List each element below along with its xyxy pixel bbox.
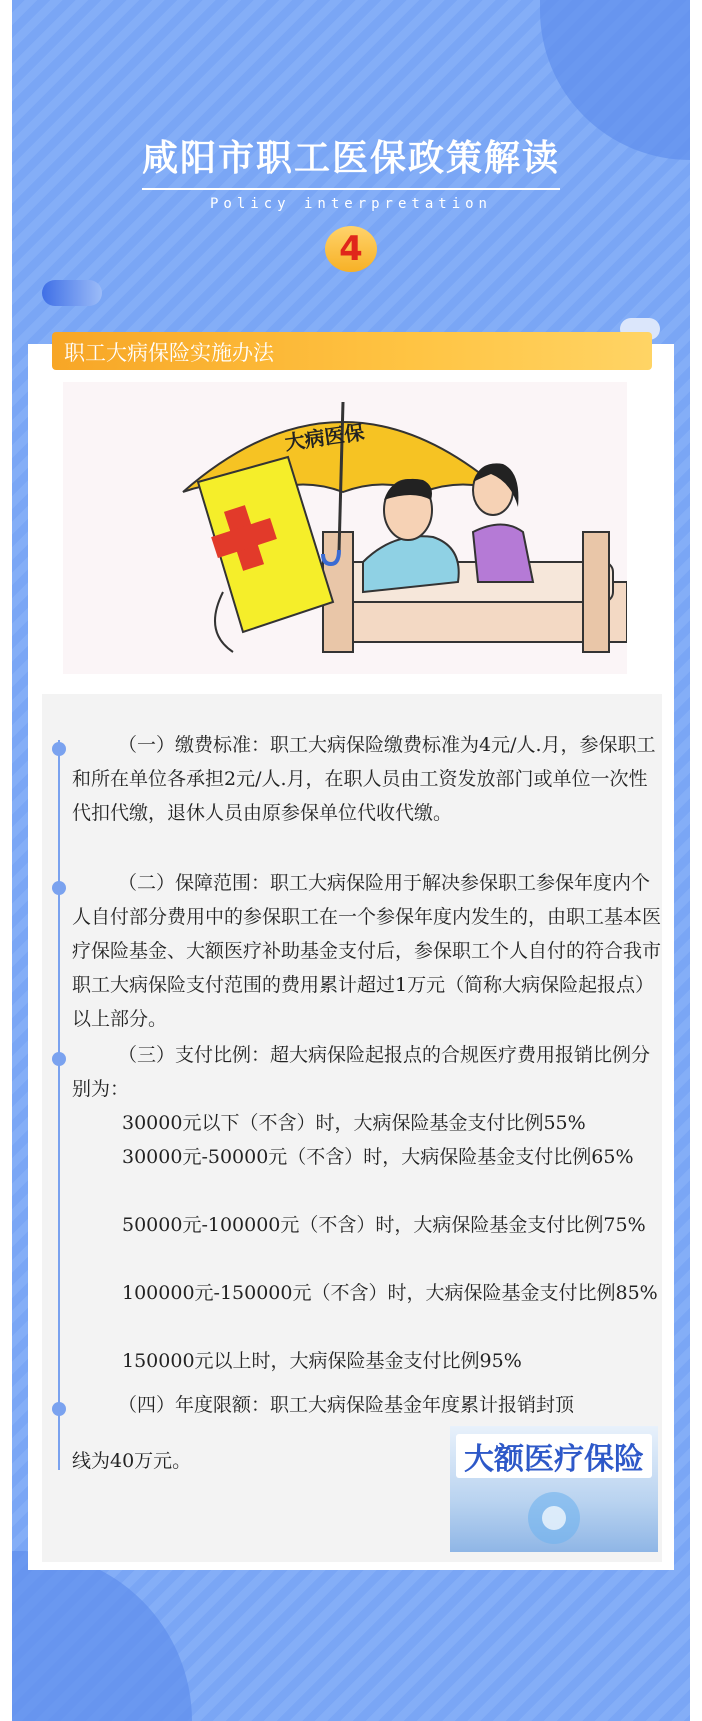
rate-item-1: 30000元以下（不含）时，大病保险基金支付比例55%: [122, 1112, 586, 1134]
thumbnail-title: 大额医疗保险: [456, 1434, 652, 1478]
rate-item-3: 50000元-100000元（不含）时，大病保险基金支付比例75%: [122, 1214, 646, 1236]
number-badge: 4: [325, 226, 377, 272]
paragraph-coverage-scope: [72, 866, 662, 1036]
thumbnail-glow-inner: [542, 1506, 566, 1530]
woman-body: [473, 525, 533, 583]
paragraph-3-text: （三）支付比例：超大病保险起报点的合规医疗费用报销比例分别为：: [72, 1044, 651, 1100]
thumbnail-art: [450, 1426, 658, 1552]
timeline-dot-3: [52, 1052, 66, 1066]
page-subtitle: Policy interpretation: [209, 196, 492, 212]
patient-body: [363, 536, 459, 592]
paragraph-2-text: （二）保障范围：职工大病保险用于解决参保职工参保年度内个人自付部分费用中的参保职工在一个参保年度内发生的，由职工基本医疗保险基金、大额医疗补助基金支付后，参保职工个人自付的符合我市职工大病保险支付范围的费用累计超过1万元（简称大病保险起报点）以上部分。: [72, 872, 662, 1030]
bed-footboard: [583, 532, 609, 652]
rate-item-4: 100000元-150000元（不含）时，大病保险基金支付比例85%: [122, 1282, 658, 1304]
paragraph-payment-ratio: [72, 1038, 662, 1106]
decor-pill-left: [42, 280, 102, 306]
card-arm: [215, 592, 233, 652]
title-divider: [142, 188, 560, 190]
section-banner: [52, 332, 652, 370]
timeline-dot-4: [52, 1402, 66, 1416]
paragraph-4-text: （四）年度限额：职工大病保险基金年度累计报销封顶: [118, 1394, 575, 1416]
section-title: 职工大病保险实施办法: [64, 341, 274, 365]
timeline-dot-2: [52, 881, 66, 895]
illustration-svg: [63, 382, 627, 674]
paragraph-annual-limit-cont: 线为40万元。: [72, 1450, 192, 1472]
illustration-major-illness-insurance: [63, 382, 627, 674]
timeline-line: [58, 740, 60, 1470]
rate-item-2: 30000元-50000元（不含）时，大病保险基金支付比例65%: [122, 1146, 634, 1168]
paragraph-annual-limit: [72, 1388, 662, 1422]
timeline-dot-1: [52, 742, 66, 756]
page-title: 咸阳市职工医保政策解读: [141, 137, 560, 179]
thumbnail-large-medical-insurance: [450, 1426, 658, 1552]
paragraph-contribution-standard: [72, 728, 662, 830]
paragraph-1-text: （一）缴费标准：职工大病保险缴费标准为4元/人.月，参保职工和所在单位各承担2元/人.月，在职人员由工资发放部门或单位一次性代扣代缴，退休人员由原参保单位代收代缴。: [72, 734, 656, 824]
rate-item-5: 150000元以上时，大病保险基金支付比例95%: [122, 1350, 522, 1372]
umbrella-label: 大病医保: [283, 419, 366, 455]
